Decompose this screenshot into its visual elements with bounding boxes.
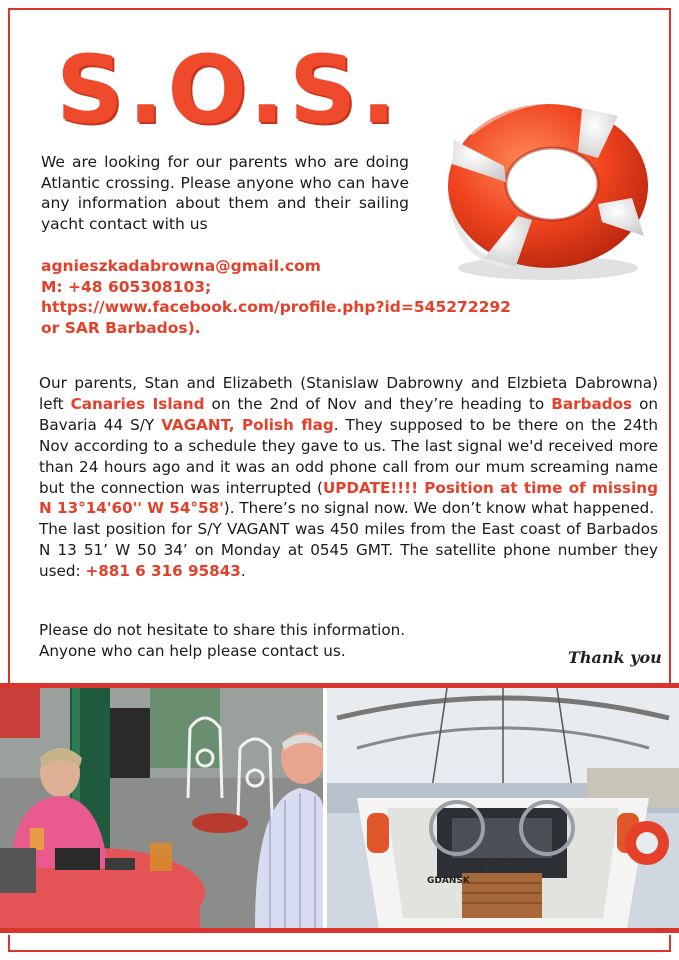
story-text-part: ). There’s no signal now. We don’t know what happened. xyxy=(223,499,655,518)
sar-contact: or SAR Barbados). xyxy=(41,318,201,337)
closing-text xyxy=(39,620,599,661)
story-text-part: Our parents, Stan and Elizabeth (Stanislaw Dabrowny and Elzbieta Dabrowna) left xyxy=(39,374,658,413)
yacht-photo xyxy=(327,688,679,928)
thank-you-signature: Thank you xyxy=(568,648,662,667)
parents-photo xyxy=(0,688,323,928)
phone-number: M: +48 605308103; xyxy=(41,277,212,296)
photo-band-bottom-border xyxy=(0,928,679,933)
story-text-part: on the 2nd of Nov and they’re heading to xyxy=(204,394,552,413)
sos-title: S.O.S. xyxy=(56,36,401,145)
position-update: UPDATE!!!! Position at time of missing N 13°14'60'' W 54°58' xyxy=(39,478,658,518)
email-link[interactable]: agnieszkadabrowna@gmail.com xyxy=(41,257,321,275)
contact-block xyxy=(41,256,641,338)
departure-location: Canaries Island xyxy=(70,394,205,413)
story-text xyxy=(39,373,658,582)
story-paragraph-2 xyxy=(39,519,658,582)
story-text-part: on Bavaria 44 S/Y xyxy=(39,394,659,434)
destination-location: Barbados xyxy=(551,394,633,413)
yacht-name: VAGANT, Polish flag xyxy=(161,415,334,434)
story-text-part: . They supposed to be there on the 24th Nov according to a schedule they gave to us. The last signal we'd received more than 24 hours ago and it was an odd phone call from our mum screaming name but the connection was interrupted ( xyxy=(39,415,658,497)
satellite-phone-number: +881 6 316 95843 xyxy=(85,562,241,581)
closing-line-2: Anyone who can help please contact us. xyxy=(39,641,346,660)
boat-port: GDAŃSK xyxy=(427,876,470,886)
story-paragraph-1 xyxy=(39,373,658,519)
story-text-part: The last position for S/Y VAGANT was 450 miles from the East coast of Barbados N 13 51’ W 50 34’ on Monday at 0545 GMT. The satellite phone number they used: xyxy=(39,520,658,581)
boat-name: Vagant xyxy=(485,861,517,871)
story-text-part: . xyxy=(240,562,246,581)
closing-line-1: Please do not hesitate to share this information. xyxy=(39,621,406,639)
facebook-link[interactable]: https://www.facebook.com/profile.php?id=545272292 xyxy=(41,298,511,316)
intro-paragraph: We are looking for our parents who are doing Atlantic crossing. Please anyone who can have any information about them and their sailing yacht contact with us xyxy=(41,153,409,233)
